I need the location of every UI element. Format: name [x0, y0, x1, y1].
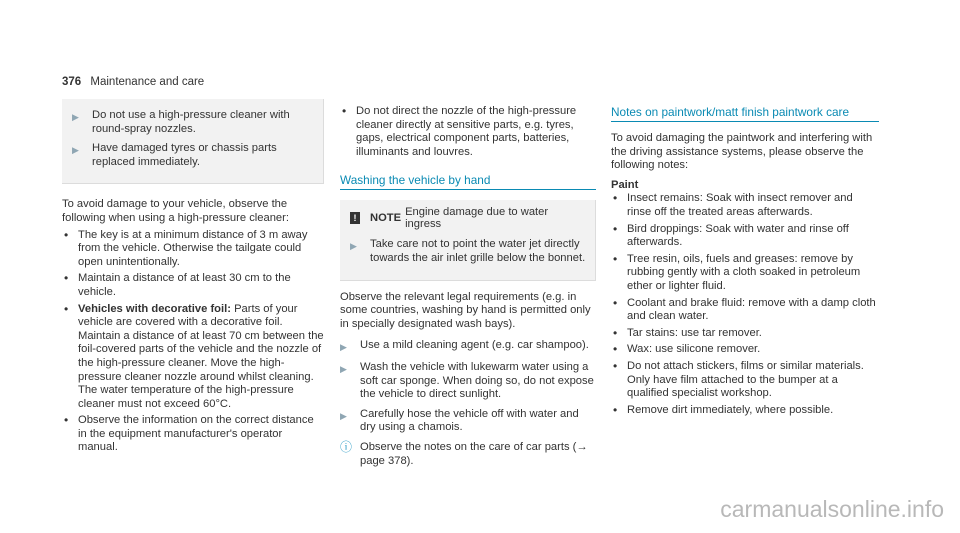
intro-text: Observe the relevant legal requirements (e.g. in some countries, washing by hand is permitted only in specially designated wash bays). [340, 290, 591, 330]
list-item: • Vehicles with decorative foil: Parts of your vehicle are covered with a decorative foil. Maintain a distance of at least 70 cm between the foil-covered parts of the vehicle and the nozzle of the high-pressure cleaner. Move the high-pressure cleaner nozzle around whilst cleaning. The water temperature of the high-pressure cleaner must not exceed 60°C. [64, 301, 324, 410]
bullet-list [340, 105, 596, 159]
bullet-icon: • [613, 251, 618, 266]
bullet-list [611, 192, 879, 417]
step-text: Have damaged tyres or chassis parts replaced immediately. [92, 142, 277, 168]
bullet-icon: • [613, 325, 618, 340]
bullet-icon: • [64, 227, 69, 242]
info-text[interactable]: Observe the notes on the care of car parts (→ page 378). [360, 440, 588, 467]
step-list [340, 339, 596, 435]
instruction-step [72, 109, 315, 136]
note-label: NOTE [369, 212, 402, 225]
list-item: • Tar stains: use tar remover. [613, 325, 762, 340]
section-title-washing: Washing the vehicle by hand [340, 173, 596, 190]
list-item: • Do not direct the nozzle of the high-pressure cleaner directly at sensitive parts, e.g. tyres, gaps, electrical component parts, batteries, illuminants and louvres. [342, 104, 577, 158]
bullet-icon: • [613, 221, 618, 236]
instruction-step [72, 142, 315, 169]
instruction-step: ▶ Use a mild cleaning agent (e.g. car shampoo). [340, 339, 596, 355]
column-1 [62, 99, 324, 458]
warning-icon: ! [350, 212, 360, 224]
arrow-right-icon: ▶ [340, 363, 347, 374]
list-item: • Tree resin, oils, fuels and greases: remove by rubbing gently with a cloth soaked in petroleum ether or lighter fluid. [613, 251, 861, 292]
instruction-step: ▶ Carefully hose the vehicle off with water and dry using a chamois. [340, 407, 579, 434]
bold-lead: Vehicles with decorative foil: [78, 302, 231, 315]
bullet-icon: • [64, 271, 69, 286]
note-header [350, 206, 587, 230]
bullet-icon: • [64, 301, 69, 316]
bullet-icon: • [64, 413, 69, 428]
note-title: Engine damage due to water ingress [405, 206, 549, 231]
intro-text: To avoid damaging the paintwork and interfering with the driving assistance systems, please observe the following notes: [611, 132, 873, 172]
list-item: • The key is at a minimum distance of 3 m away from the vehicle. Otherwise the tailgate could open unintentionally. [64, 227, 308, 268]
info-icon: ⓘ [340, 439, 353, 454]
bullet-icon: • [613, 402, 618, 417]
intro-text: To avoid damage to your vehicle, observe the following when using a high-pressure cleaner: [62, 198, 289, 224]
page-number: 376 [62, 76, 82, 88]
instruction-step: ▶ Take care not to point the water jet directly towards the air inlet grille below the bonnet. [350, 238, 586, 264]
list-item: • Observe the information on the correct distance in the equipment manufacturer's operator manual. [64, 413, 314, 454]
column-2 [340, 99, 596, 468]
bullet-icon: • [613, 358, 618, 373]
arrow-right-icon: ▶ [350, 241, 357, 252]
instruction-box [62, 99, 324, 184]
instruction-step: ▶ Wash the vehicle with lukewarm water using a soft car sponge. When doing so, do not expose the vehicle to direct sunlight. [340, 360, 594, 401]
list-item: • Insect remains: Soak with insect remover and rinse off the treated areas afterwards. [613, 191, 853, 218]
list-item: • Maintain a distance of at least 30 cm to the vehicle. [64, 271, 291, 298]
arrow-right-icon: ▶ [340, 342, 347, 353]
bullet-list [62, 229, 324, 456]
list-item: • Coolant and brake fluid: remove with a damp cloth and clean water. [613, 295, 876, 323]
section-title-paintwork: Notes on paintwork/matt finish paintwork care [611, 105, 879, 122]
bullet-icon: • [342, 104, 347, 118]
bullet-icon: • [613, 342, 618, 357]
watermark: carmanualsonline.info [720, 496, 944, 522]
list-item: • Bird droppings: Soak with water and rinse off afterwards. [613, 221, 849, 249]
arrow-right-icon: ▶ [340, 410, 347, 421]
info-note [340, 441, 596, 468]
arrow-right-icon: ▶ [72, 112, 79, 122]
paint-heading: Paint [611, 178, 639, 191]
list-item: • Remove dirt immediately, where possible. [613, 402, 834, 417]
arrow-right-icon: ▶ [72, 145, 79, 156]
chapter-title: Maintenance and care [90, 76, 205, 88]
page-header [62, 76, 204, 88]
step-text: Do not use a high-pressure cleaner with round-spray nozzles. [92, 109, 290, 135]
bullet-icon: • [613, 191, 618, 206]
note-box [340, 200, 596, 280]
column-3 [611, 99, 879, 420]
list-item: • Do not attach stickers, films or similar materials. Only have film attached to the bumper at a qualified specialist workshop. [613, 358, 864, 400]
list-item: • Wax: use silicone remover. [613, 342, 761, 357]
bullet-icon: • [613, 295, 618, 310]
